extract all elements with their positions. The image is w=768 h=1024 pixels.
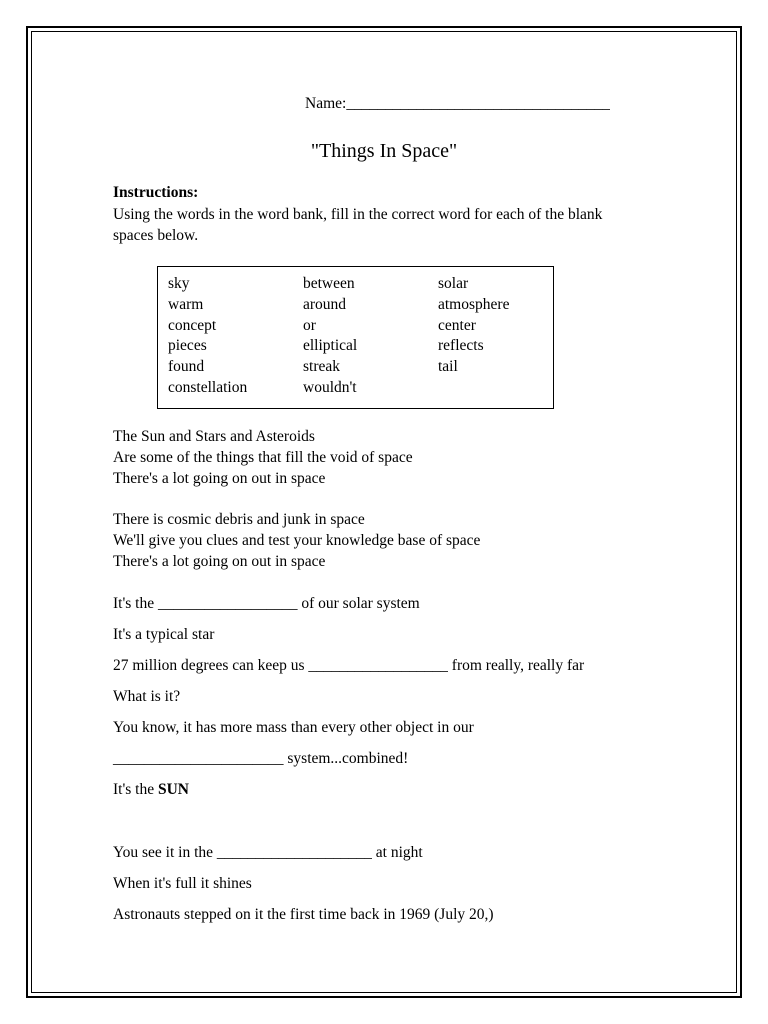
word-bank-word: around	[303, 295, 347, 313]
clue-line: It's the __________________ of our solar system	[113, 595, 420, 612]
word-bank-word: constellation	[168, 378, 248, 396]
clue-line: 27 million degrees can keep us __________________ from really, really far	[113, 657, 585, 674]
answer-prefix: It's the	[113, 781, 158, 798]
verse-line: There's a lot going on out in space	[113, 470, 326, 487]
word-bank-word: streak	[303, 358, 341, 376]
answer-line	[113, 780, 189, 800]
word-bank-column-1	[168, 274, 247, 399]
name-field-line: Name:__________________________________	[305, 95, 610, 112]
clue-line: ______________________ system...combined!	[113, 750, 409, 767]
clue-line: What is it?	[113, 688, 181, 705]
instructions-text: Using the words in the word bank, fill in the correct word for each of the blank spaces below.	[113, 206, 603, 244]
word-bank-word: warm	[168, 295, 204, 313]
answer-word: SUN	[157, 781, 189, 798]
word-bank-word: wouldn't	[303, 378, 357, 396]
verse-line: There's a lot going on out in space	[113, 553, 326, 570]
verse-line: Are some of the things that fill the void of space	[113, 449, 413, 466]
word-bank-word: solar	[438, 275, 469, 292]
word-bank	[157, 266, 554, 409]
word-bank-column-3	[438, 274, 509, 378]
word-bank-word: elliptical	[303, 337, 358, 355]
word-bank-word: atmosphere	[438, 295, 510, 313]
word-bank-word: concept	[168, 316, 217, 334]
instructions-heading: Instructions:	[113, 184, 199, 201]
word-bank-word: tail	[438, 358, 458, 376]
clue-line: Astronauts stepped on it the first time back in 1969 (July 20,)	[113, 906, 494, 923]
word-bank-column-2	[303, 274, 357, 399]
clue-line: It's a typical star	[113, 626, 215, 643]
worksheet-title: "Things In Space"	[310, 140, 458, 162]
verse-line: The Sun and Stars and Asteroids	[113, 428, 315, 445]
word-bank-word: or	[303, 316, 316, 334]
word-bank-word: pieces	[168, 337, 207, 355]
clue-line: When it's full it shines	[113, 875, 252, 892]
word-bank-word: between	[303, 275, 355, 292]
verse-line: There is cosmic debris and junk in space	[113, 511, 365, 528]
word-bank-word: reflects	[438, 337, 484, 355]
word-bank-word: center	[438, 316, 476, 334]
word-bank-word: found	[168, 358, 205, 376]
verse-line: We'll give you clues and test your knowledge base of space	[113, 532, 481, 549]
clue-line: You see it in the ____________________ at night	[113, 844, 423, 861]
clue-line: You know, it has more mass than every other object in our	[113, 719, 474, 736]
word-bank-word: sky	[168, 275, 190, 292]
